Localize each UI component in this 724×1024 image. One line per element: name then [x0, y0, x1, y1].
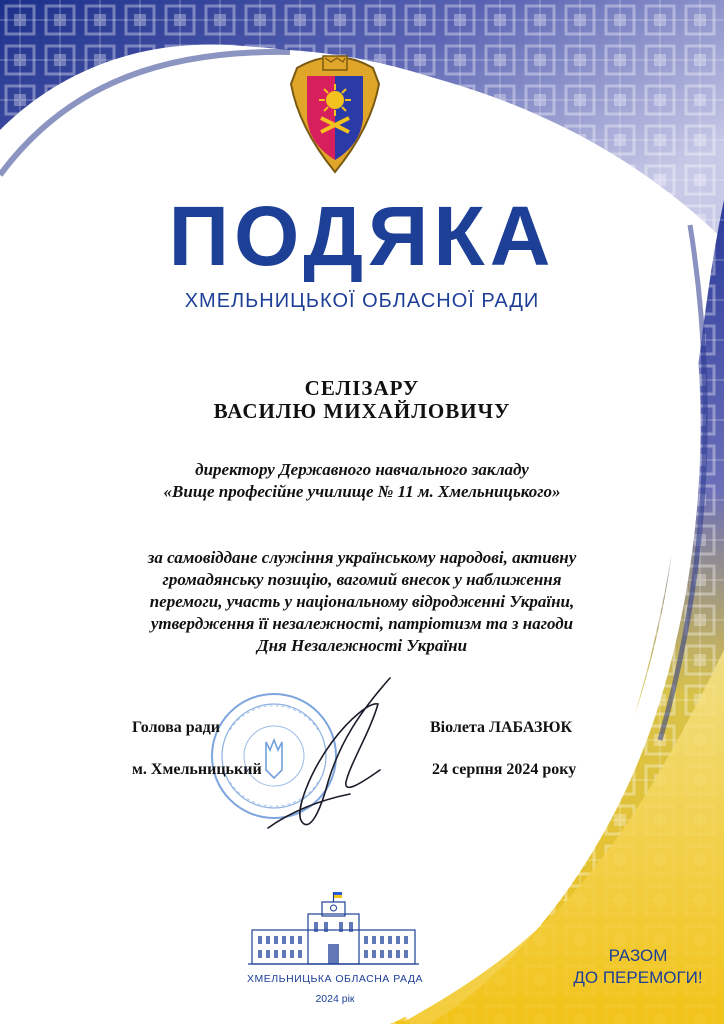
reason-line: за самовіддане служіння українському народові, активну: [147, 548, 577, 567]
reason-line: перемоги, участь у національному відродженні України,: [149, 592, 575, 611]
reason-line: Дня Незалежності України: [256, 636, 468, 655]
council-building-icon: [246, 890, 421, 970]
reason-line: утвердження її незалежності, патріотизм та з нагоди: [150, 614, 574, 633]
page-title: ПОДЯКА: [168, 189, 556, 283]
position-line: «Вище професійне училище № 11 м. Хмельницького»: [163, 482, 561, 501]
reason-line: громадянську позицію, вагомий внесок у наближення: [162, 570, 562, 589]
position-line: директору Державного навчального закладу: [195, 460, 529, 479]
signatory-name: Віолета ЛАБАЗЮК: [430, 719, 573, 736]
footer-year: 2024 рік: [315, 993, 355, 1005]
slogan-line: ДО ПЕРЕМОГИ!: [573, 968, 703, 987]
handwritten-signature: [250, 672, 415, 842]
slogan-line: РАЗОМ: [608, 946, 668, 965]
recipient-surname: СЕЛІЗАРУ: [304, 376, 420, 400]
issue-city: м. Хмельницький: [132, 761, 262, 778]
footer-organization: ХМЕЛЬНИЦЬКА ОБЛАСНА РАДА: [247, 973, 423, 985]
page-subtitle: ХМЕЛЬНИЦЬКОЇ ОБЛАСНОЇ РАДИ: [184, 290, 540, 312]
recipient-given-names: ВАСИЛЮ МИХАЙЛОВИЧУ: [213, 399, 511, 423]
signatory-role: Голова ради: [132, 719, 220, 736]
issue-date: 24 серпня 2024 року: [432, 761, 577, 778]
coat-of-arms-icon: [287, 48, 383, 176]
